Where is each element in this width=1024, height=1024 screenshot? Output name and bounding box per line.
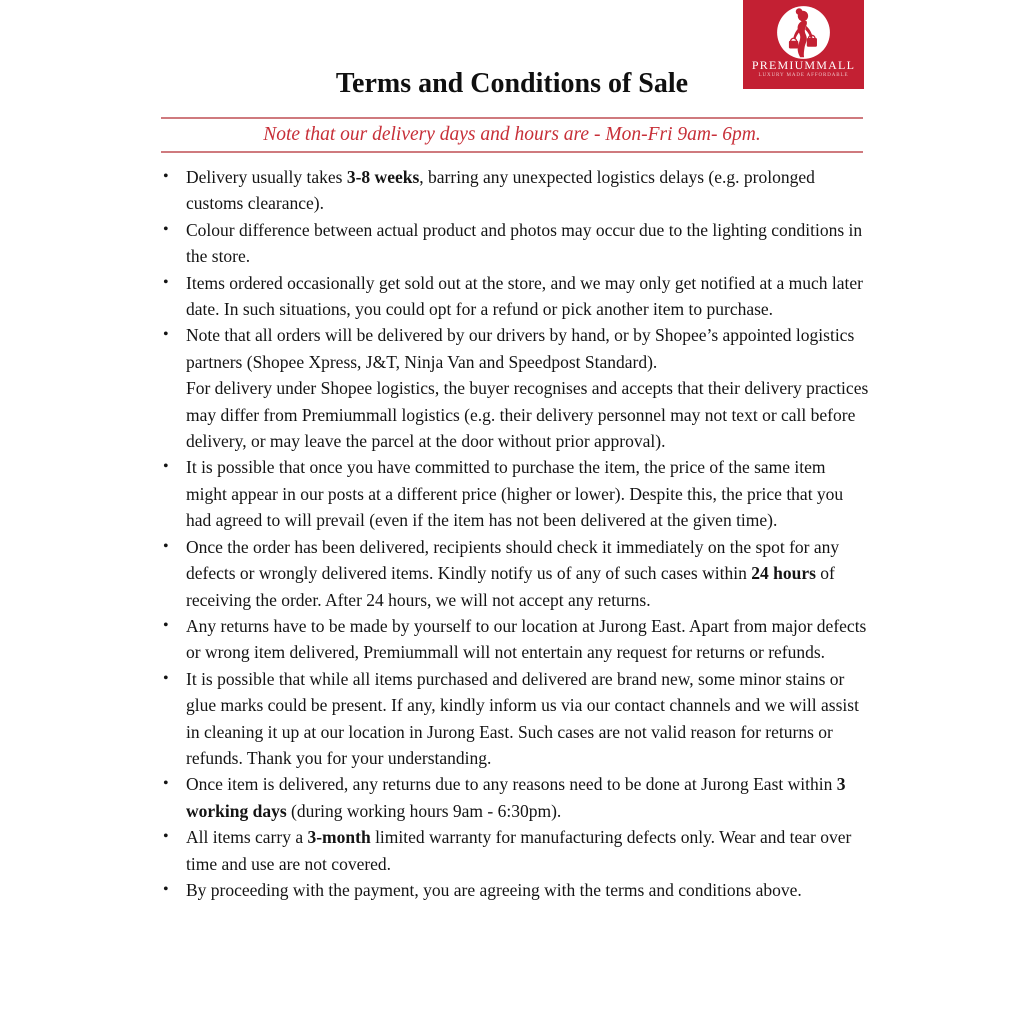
term-item: • Note that all orders will be delivered by our drivers by hand, or by Shopee’s appointed logistics partners (Shopee Xpress, J&T, Ninja Van and Speedpost Standard). For delivery under Shopee logistics, the buyer recognises and accepts that their delivery practices may differ from Premiummall logistics (e.g. their delivery personnel may not text or call before delivery, or may leave the parcel at the door without prior approval). [160,322,870,454]
term-item: • Delivery usually takes 3-8 weeks, barring any unexpected logistics delays (e.g. prolonged customs clearance). [160,164,870,217]
premiummall-logo [743,0,864,89]
term-item: • Any returns have to be made by yourself to our location at Jurong East. Apart from major defects or wrong item delivered, Premiummall will not entertain any request for returns or refunds. [160,613,870,666]
logo-brand-name: PREMIUMMALL [751,58,856,72]
term-item: • All items carry a 3-month limited warranty for manufacturing defects only. Wear and tear over time and use are not covered. [160,824,870,877]
term-item: • Once the order has been delivered, recipients should check it immediately on the spot for any defects or wrongly delivered items. Kindly notify us of any of such cases within 24 hours of receiving the order. After 24 hours, we will not accept any returns. [160,534,870,613]
term-item: • By proceeding with the payment, you are agreeing with the terms and conditions above. [160,877,870,903]
woman-with-shopping-bags-icon [776,5,831,60]
term-item: • It is possible that while all items purchased and delivered are brand new, some minor stains or glue marks could be present. If any, kindly inform us via our contact channels and we will assist in cleaning it up at our location in Jurong East. Such cases are not valid reason for returns or refunds. Thank you for your understanding. [160,666,870,772]
term-item: • It is possible that once you have committed to purchase the item, the price of the same item might appear in our posts at a different price (higher or lower). Despite this, the price that you had agreed to will prevail (even if the item has not been delivered at the given time). [160,454,870,533]
term-item: • Colour difference between actual product and photos may occur due to the lighting conditions in the store. [160,217,870,270]
page-title: Terms and Conditions of Sale [335,68,689,99]
terms-list [160,164,870,903]
delivery-notice-band [161,117,863,153]
logo-tagline: LUXURY MADE AFFORDABLE [758,73,849,78]
delivery-notice-text: Note that our delivery days and hours are - Mon-Fri 9am- 6pm. [263,124,761,145]
term-item: • Once item is delivered, any returns due to any reasons need to be done at Jurong East within 3 working days (during working hours 9am - 6:30pm). [160,771,870,824]
term-item: • Items ordered occasionally get sold out at the store, and we may only get notified at a much later date. In such situations, you could opt for a refund or pick another item to purchase. [160,270,870,323]
